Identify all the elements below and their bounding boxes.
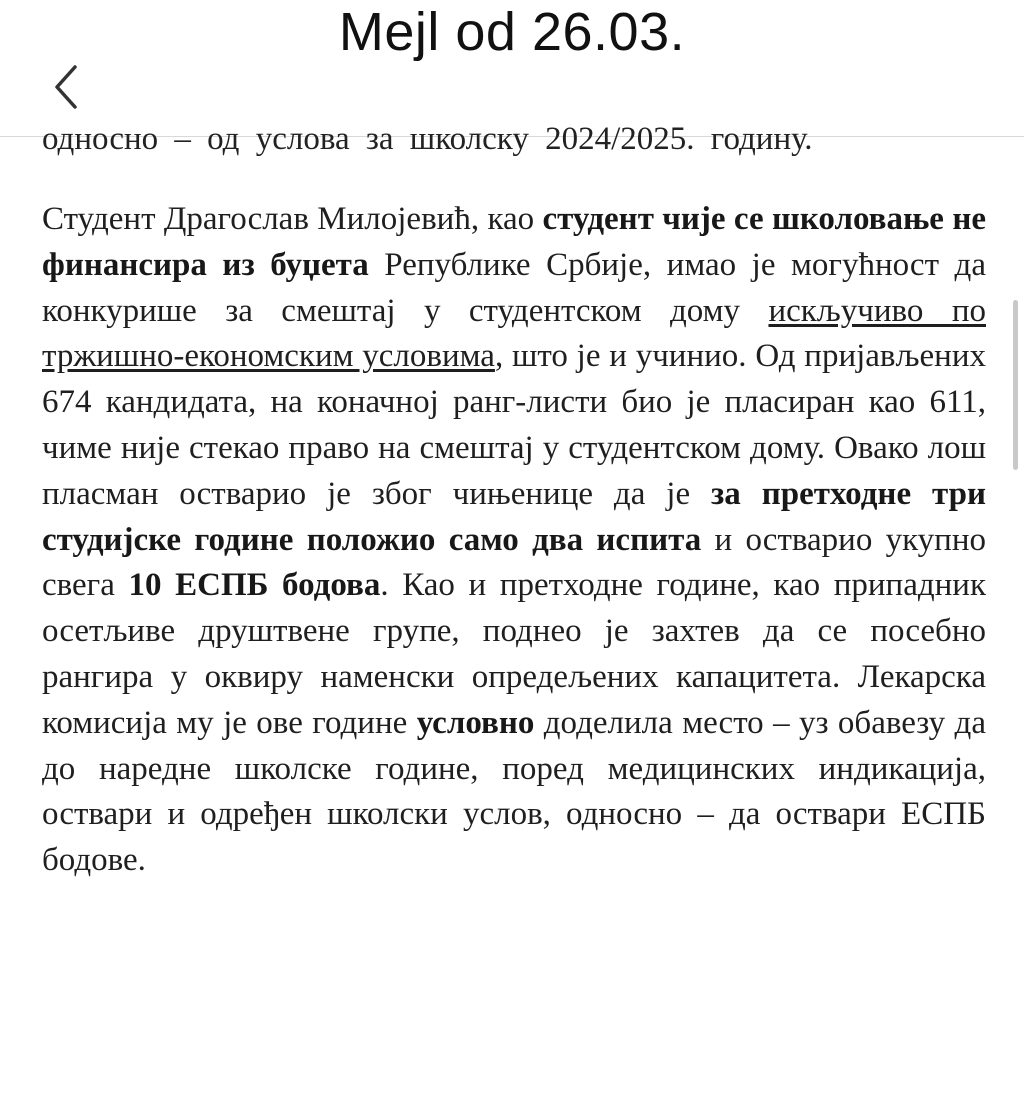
bold-segment: студент чије се школовање не финансира из буџета <box>42 201 986 283</box>
clipped-previous-line: односно – од услова за школску 2024/2025. годину. <box>42 121 813 157</box>
bold-segment: 10 ЕСПБ бодова <box>128 567 381 604</box>
underlined-segment: искључиво по тржишно-економским условима <box>42 292 986 375</box>
text-segment: . Као и претходне године, као припадник осетљиве друштвене групе, поднео је захтев да се посебно рангира у оквиру наменски опредељених капацитета. Лекарска комисија му је ове године <box>42 567 986 741</box>
chevron-left-icon <box>53 64 79 110</box>
text-segment: , што је и учинио. Од пријављених 674 кандидата, на коначној ранг-листи био је пласиран као 611, чиме није стекао право на смештај у студентском дому. Овако лош пласман остварио је због чињенице да је <box>42 338 986 512</box>
text-segment: доделила место – уз обавезу да до наредне школске године, поред медицинских индикација, оствари и одређен школски услов, односно – да оствари ЕСПБ бодове. <box>42 704 986 879</box>
text-segment: и остварио укупно свега <box>42 521 986 604</box>
clipped-previous-text <box>0 121 1024 157</box>
email-body <box>42 197 986 884</box>
bold-segment: за претходне три студијске године положио само два испита <box>42 475 986 558</box>
scrollbar-thumb[interactable] <box>1013 300 1018 470</box>
email-paragraph <box>42 197 986 884</box>
text-segment: Републике Србије, имао је могућност да конкурише за смештај у студентском дому <box>42 246 986 329</box>
back-button[interactable] <box>44 62 88 112</box>
bold-segment: условно <box>416 704 535 741</box>
caption-title: Mejl od 26.03. <box>338 2 686 62</box>
text-segment: Студент Драгослав Милојевић, као <box>42 201 543 237</box>
